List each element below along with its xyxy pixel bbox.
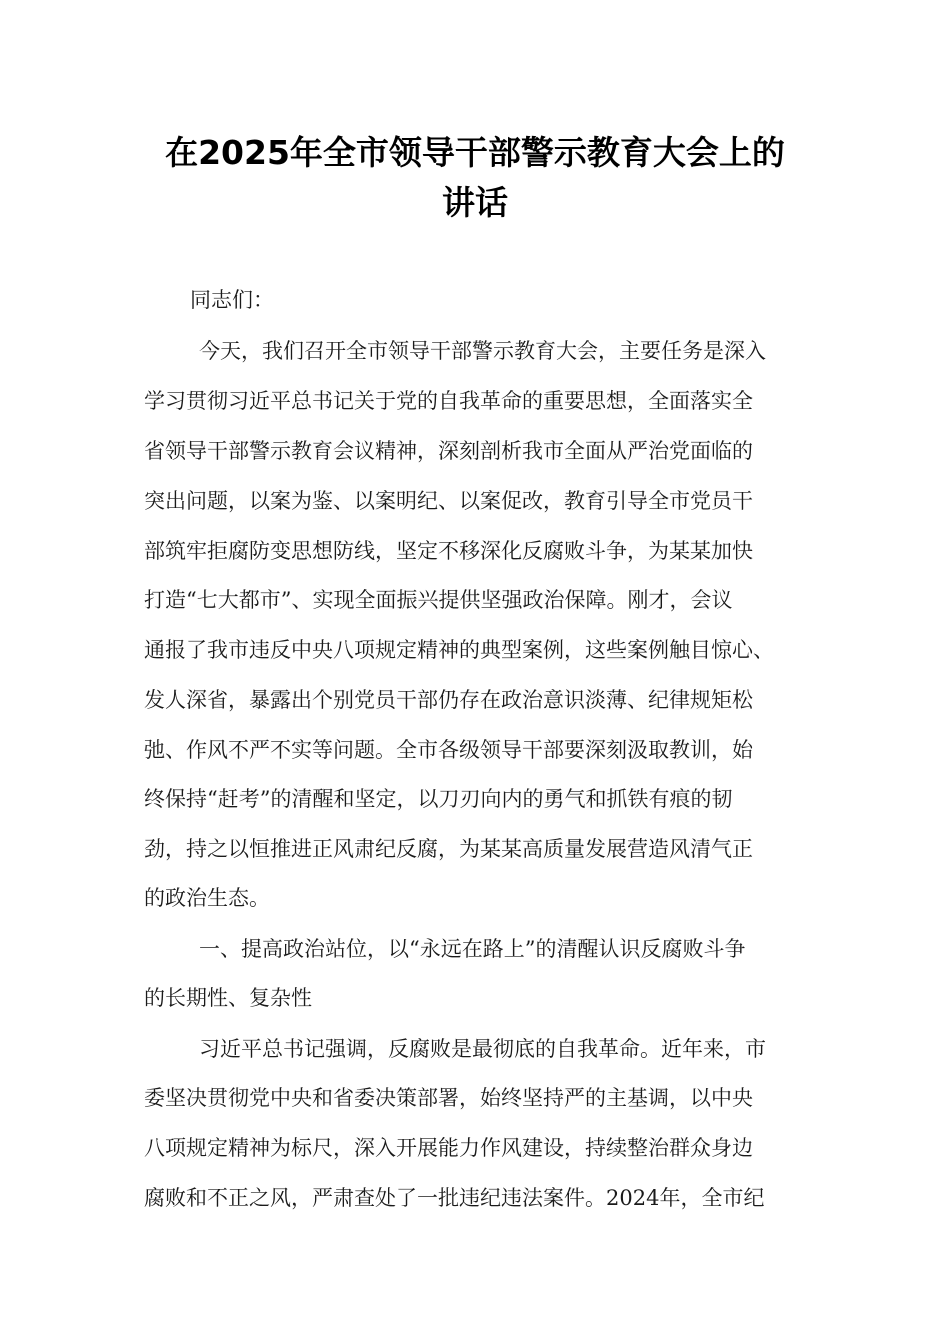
salutation: 同志们： [190,288,274,312]
body-line: 突出问题，以案为鉴、以案明纪、以案促改，教育引导全市党员干 [144,489,753,513]
body-line: 弛、作风不严不实等问题。全市各级领导干部要深刻汲取教训，始 [144,738,753,762]
body-line: 学习贯彻习近平总书记关于党的自我革命的重要思想，全面落实全 [144,389,753,413]
section-heading-line: 一、提高政治站位，以“永远在路上”的清醒认识反腐败斗争 [199,937,746,961]
body-line: 今天，我们召开全市领导干部警示教育大会，主要任务是深入 [199,339,766,363]
document-title-line-1: 在2025年全市领导干部警示教育大会上的 [165,133,785,172]
body-line: 打造“七大都市”、实现全面振兴提供坚强政治保障。刚才，会议 [144,588,733,612]
body-line: 习近平总书记强调，反腐败是最彻底的自我革命。近年来，市 [199,1037,766,1061]
body-line: 的政治生态。 [144,886,270,910]
section-heading-line: 的长期性、复杂性 [144,986,312,1010]
body-line: 省领导干部警示教育会议精神，深刻剖析我市全面从严治党面临的 [144,439,753,463]
body-line: 发人深省，暴露出个别党员干部仍存在政治意识淡薄、纪律规矩松 [144,688,753,712]
document-title-line-2: 讲话 [442,183,508,222]
body-line: 劲，持之以恒推进正风肃纪反腐，为某某高质量发展营造风清气正 [144,837,753,861]
body-line: 通报了我市违反中央八项规定精神的典型案例，这些案例触目惊心、 [144,638,774,662]
body-line: 委坚决贯彻党中央和省委决策部署，始终坚持严的主基调，以中央 [144,1086,753,1110]
body-line: 终保持“赶考”的清醒和坚定，以刀刃向内的勇气和抓铁有痕的韧 [144,787,733,811]
body-line: 八项规定精神为标尺，深入开展能力作风建设，持续整治群众身边 [144,1136,753,1160]
body-line: 部筑牢拒腐防变思想防线，坚定不移深化反腐败斗争，为某某加快 [144,539,753,563]
body-line: 腐败和不正之风，严肃查处了一批违纪违法案件。2024年，全市纪 [144,1186,765,1210]
